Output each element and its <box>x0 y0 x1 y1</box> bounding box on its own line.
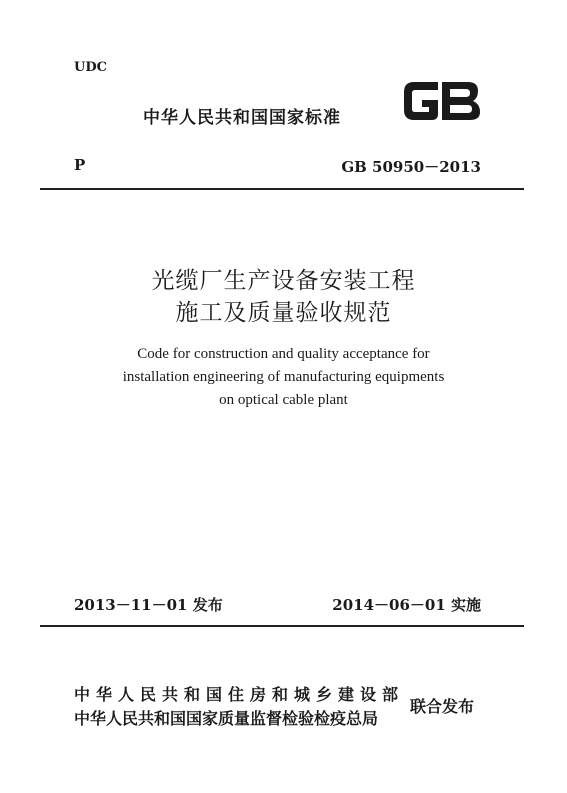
title-en-line1: Code for construction and quality acceptance for <box>137 346 430 362</box>
gb-logo-icon <box>398 76 484 126</box>
standard-number: GB 50950－2013 <box>341 158 481 176</box>
publisher-aqsiq: 中华人民共和国国家质量监督检验检疫总局 <box>74 709 379 728</box>
title-en-line2: installation engineering of manufacturing equipments <box>122 369 445 385</box>
top-divider <box>40 188 524 190</box>
publisher-ministry: 中华人民共和国住房和城乡建设部 <box>74 685 405 704</box>
title-en-line3: on optical cable plant <box>219 392 348 408</box>
bottom-divider <box>40 625 524 627</box>
title-cn-line1: 光缆厂生产设备安装工程 <box>151 268 416 294</box>
implementation-date: 2014－06－01 实施 <box>332 596 481 614</box>
category-code: P <box>74 156 86 174</box>
issue-date: 2013－11－01 发布 <box>74 596 223 614</box>
joint-issue-label: 联合发布 <box>410 697 475 716</box>
udc-label: UDC <box>74 60 107 75</box>
title-cn-line2: 施工及质量验收规范 <box>175 300 392 326</box>
national-standard-label: 中华人民共和国国家标准 <box>143 108 341 128</box>
